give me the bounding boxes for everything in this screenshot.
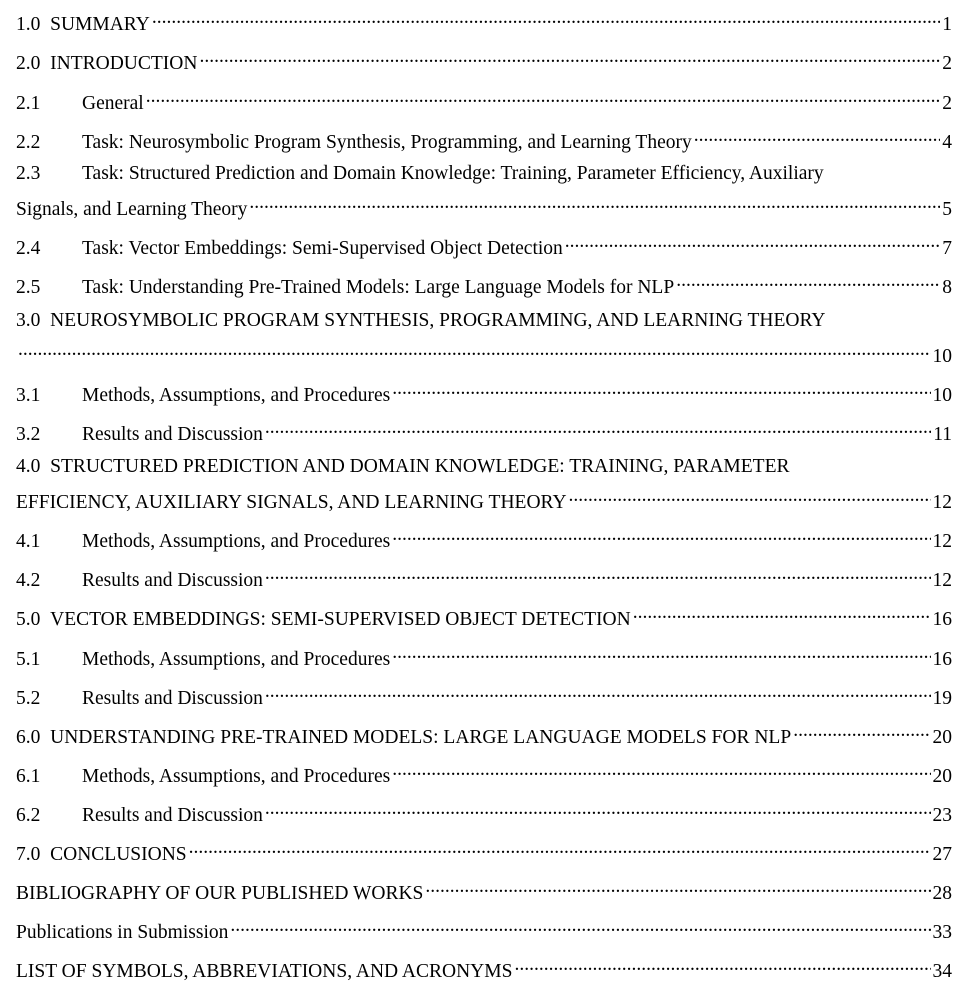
toc-entry-task-neurosymbolic[interactable] [16, 124, 952, 153]
toc-entry-page: 20 [932, 766, 952, 787]
toc-entry-page: 12 [932, 570, 952, 591]
toc-entry-number: 3.1 [16, 385, 41, 406]
toc-entry-title: Methods, Assumptions, and Procedures [82, 766, 391, 787]
toc-entry-page: 19 [932, 688, 952, 709]
toc-entry-page: 10 [932, 346, 952, 367]
toc-entry-number: 6.1 [16, 766, 41, 787]
toc-entry-page: 11 [933, 424, 952, 445]
dot-leader [152, 6, 940, 30]
toc-entry-methods-6-1[interactable] [16, 758, 952, 787]
toc-entry-page: 8 [942, 277, 952, 298]
toc-entry-title: Results and Discussion [82, 424, 263, 445]
toc-entry-title: BIBLIOGRAPHY OF OUR PUBLISHED WORKS [16, 883, 424, 904]
toc-entry-number: 1.0 [16, 14, 41, 35]
toc-entry-number: 4.2 [16, 570, 41, 591]
toc-entry-page: 7 [942, 238, 952, 259]
toc-entry-title: NEUROSYMBOLIC PROGRAM SYNTHESIS, PROGRAMMING, AND LEARNING THEORY [50, 310, 826, 331]
toc-entry-pretrained-models[interactable] [16, 719, 952, 748]
toc-entry-page: 34 [932, 961, 952, 982]
toc-entry-number: 2.4 [16, 238, 41, 259]
toc-entry-page: 5 [942, 199, 952, 220]
toc-entry-number: 6.2 [16, 805, 41, 826]
toc-entry-neurosymbolic-line2[interactable] [16, 338, 952, 367]
toc-entry-number: 2.2 [16, 132, 41, 153]
toc-entry-methods-4-1[interactable] [16, 523, 952, 552]
toc-entry-title: LIST OF SYMBOLS, ABBREVIATIONS, AND ACRONYMS [16, 961, 513, 982]
dot-leader [392, 641, 930, 665]
toc-entry-general[interactable] [16, 85, 952, 114]
dot-leader [265, 416, 931, 440]
toc-entry-title: VECTOR EMBEDDINGS: SEMI-SUPERVISED OBJECT DETECTION [50, 609, 631, 630]
toc-entry-task-vector[interactable] [16, 230, 952, 259]
toc-entry-page: 23 [932, 805, 952, 826]
toc-entry-conclusions[interactable] [16, 836, 952, 865]
toc-entry-task-pretrained[interactable] [16, 269, 952, 298]
toc-entry-page: 12 [932, 531, 952, 552]
toc-entry-results-4-2[interactable] [16, 562, 952, 591]
toc-entry-title: Publications in Submission [16, 922, 229, 943]
dot-leader [18, 338, 931, 362]
toc-entry-page: 33 [932, 922, 952, 943]
toc-entry-number: 5.1 [16, 649, 41, 670]
toc-entry-page: 2 [942, 93, 952, 114]
dot-leader [230, 914, 930, 938]
toc-entry-summary[interactable] [16, 6, 952, 35]
toc-entry-title: Task: Vector Embeddings: Semi-Supervised Object Detection [82, 238, 563, 259]
toc-entry-page: 16 [932, 609, 952, 630]
toc-entry-neurosymbolic-line1[interactable] [16, 309, 826, 333]
dot-leader [694, 124, 941, 148]
dot-leader [189, 836, 931, 860]
toc-entry-task-structured-line1[interactable] [16, 162, 824, 186]
dot-leader [265, 680, 931, 704]
toc-entry-title: SUMMARY [50, 14, 150, 35]
toc-entry-number: 7.0 [16, 844, 41, 865]
dot-leader [249, 191, 940, 215]
toc-entry-task-structured-line2[interactable] [16, 191, 952, 220]
toc-entry-introduction[interactable] [16, 45, 952, 74]
toc-entry-title: CONCLUSIONS [50, 844, 187, 865]
toc-entry-structured-line1[interactable] [16, 455, 790, 479]
toc-entry-methods-3-1[interactable] [16, 377, 952, 406]
toc-entry-number: 4.0 [16, 456, 41, 477]
toc-entry-title: Methods, Assumptions, and Procedures [82, 385, 391, 406]
toc-entry-number: 5.0 [16, 609, 41, 630]
toc-entry-page: 12 [932, 492, 952, 513]
dot-leader [265, 797, 931, 821]
toc-entry-methods-5-1[interactable] [16, 641, 952, 670]
toc-entry-number: 2.0 [16, 53, 41, 74]
toc-entry-results-5-2[interactable] [16, 680, 952, 709]
toc-entry-page: 27 [932, 844, 952, 865]
toc-entry-number: 3.0 [16, 310, 41, 331]
toc-entry-title: Task: Structured Prediction and Domain Knowledge: Training, Parameter Efficiency, Auxiliary [82, 163, 824, 184]
toc-entry-title: Results and Discussion [82, 688, 263, 709]
dot-leader [633, 601, 931, 625]
toc-entry-results-3-2[interactable] [16, 416, 952, 445]
dot-leader [392, 523, 930, 547]
toc-entry-title: Methods, Assumptions, and Procedures [82, 649, 391, 670]
toc-entry-number: 3.2 [16, 424, 41, 445]
toc-entry-page: 4 [942, 132, 952, 153]
toc-entry-page: 2 [942, 53, 952, 74]
dot-leader [146, 85, 941, 109]
toc-entry-title: Signals, and Learning Theory [16, 199, 248, 220]
toc-entry-publications-in-submission[interactable] [16, 914, 952, 943]
toc-entry-page: 20 [932, 727, 952, 748]
toc-entry-number: 2.3 [16, 163, 41, 184]
dot-leader [392, 377, 930, 401]
toc-entry-page: 1 [942, 14, 952, 35]
toc-entry-number: 6.0 [16, 727, 41, 748]
dot-leader [425, 875, 930, 899]
toc-entry-page: 16 [932, 649, 952, 670]
toc-entry-bibliography[interactable] [16, 875, 952, 904]
dot-leader [265, 562, 931, 586]
toc-entry-title: Task: Neurosymbolic Program Synthesis, Programming, and Learning Theory [82, 132, 692, 153]
toc-entry-title: UNDERSTANDING PRE-TRAINED MODELS: LARGE LANGUAGE MODELS FOR NLP [50, 727, 792, 748]
toc-entry-structured-line2[interactable] [16, 484, 952, 513]
toc-entry-title: General [82, 93, 144, 114]
toc-entry-title: Results and Discussion [82, 570, 263, 591]
toc-entry-number: 2.5 [16, 277, 41, 298]
toc-entry-title: INTRODUCTION [50, 53, 198, 74]
toc-entry-number: 5.2 [16, 688, 41, 709]
dot-leader [676, 269, 940, 293]
toc-entry-title: EFFICIENCY, AUXILIARY SIGNALS, AND LEARNING THEORY [16, 492, 567, 513]
toc-entry-title: STRUCTURED PREDICTION AND DOMAIN KNOWLEDGE: TRAINING, PARAMETER [50, 456, 790, 477]
toc-entry-number: 4.1 [16, 531, 41, 552]
toc-entry-number: 2.1 [16, 93, 41, 114]
dot-leader [514, 953, 930, 977]
toc-entry-page: 28 [932, 883, 952, 904]
toc-entry-vector-embeddings[interactable] [16, 601, 952, 630]
dot-leader [392, 758, 930, 782]
toc-entry-title: Results and Discussion [82, 805, 263, 826]
dot-leader [569, 484, 931, 508]
dot-leader [199, 45, 940, 69]
dot-leader [793, 719, 930, 743]
toc-entry-page: 10 [932, 385, 952, 406]
toc-entry-list-of-symbols[interactable] [16, 953, 952, 982]
toc-entry-title: Methods, Assumptions, and Procedures [82, 531, 391, 552]
toc-entry-title: Task: Understanding Pre-Trained Models: Large Language Models for NLP [82, 277, 675, 298]
toc-entry-results-6-2[interactable] [16, 797, 952, 826]
dot-leader [565, 230, 940, 254]
